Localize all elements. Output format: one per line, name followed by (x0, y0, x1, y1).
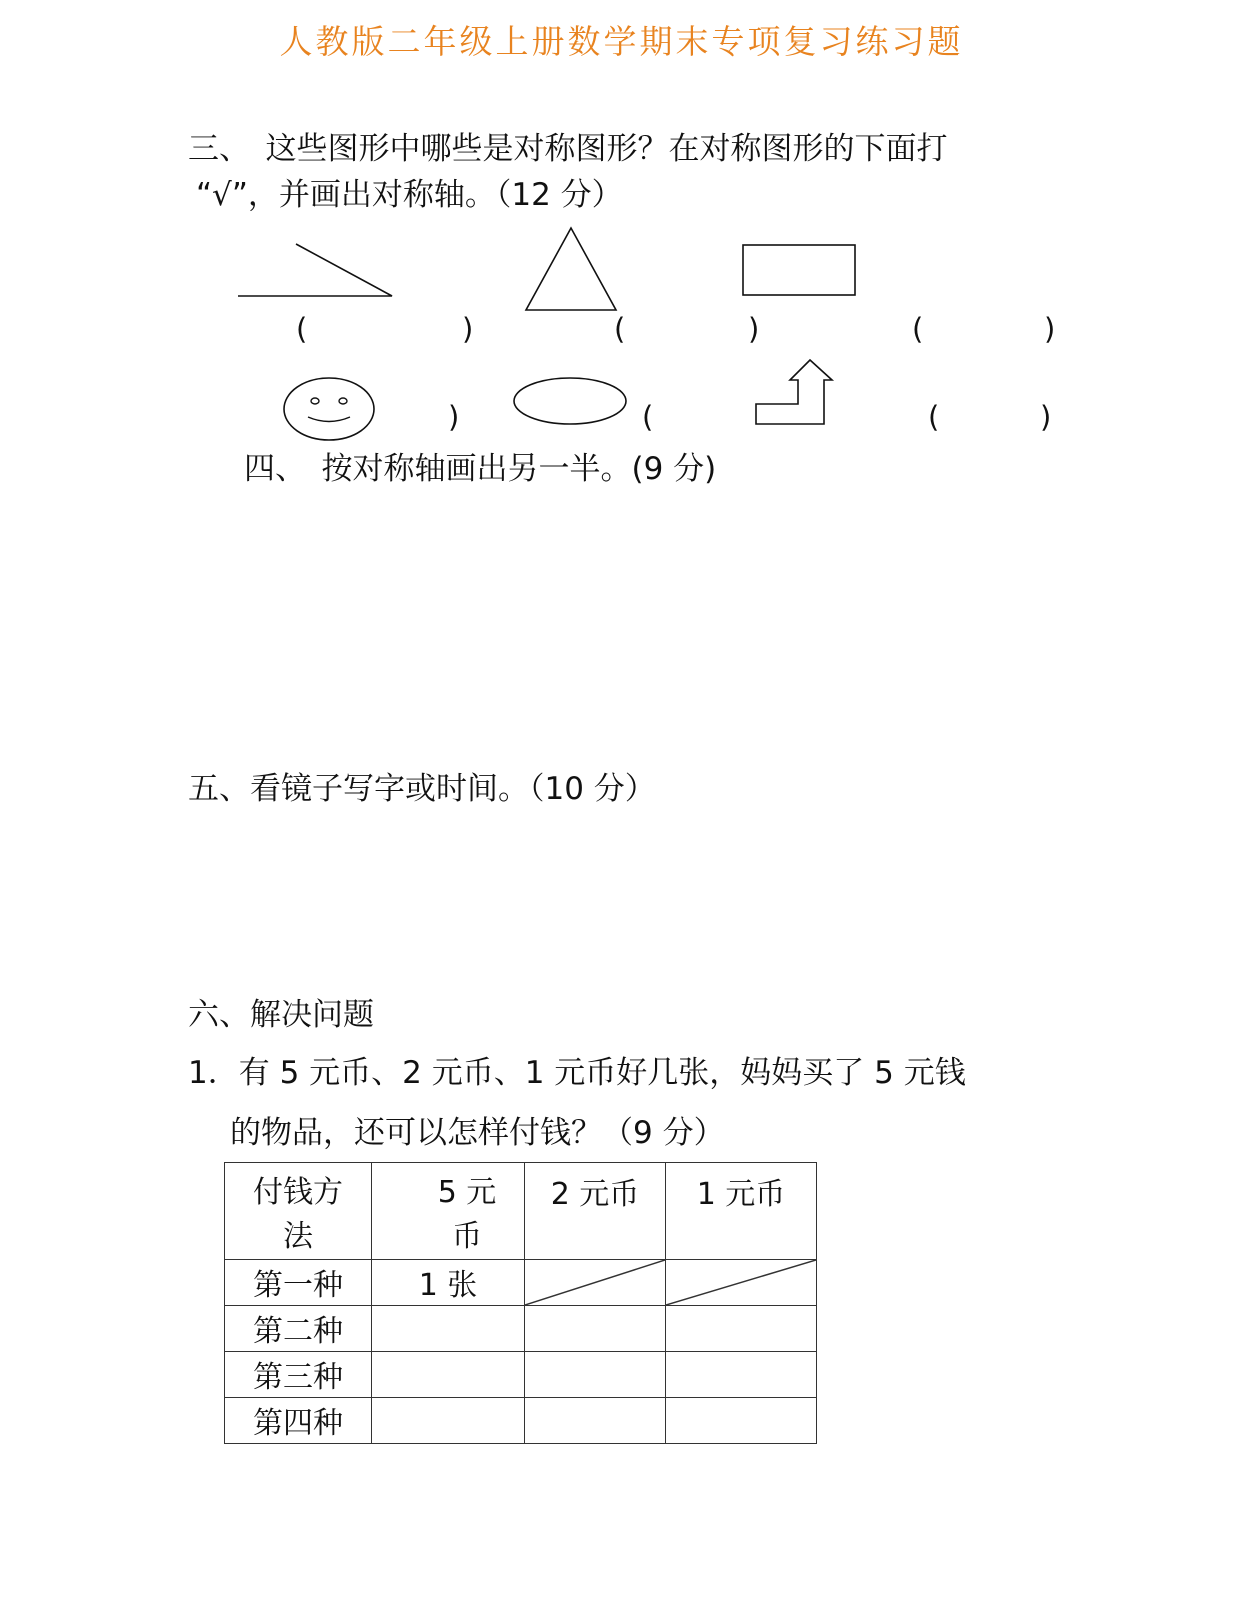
rectangle-shape (742, 244, 858, 298)
table-row (225, 1260, 817, 1306)
right-triangle-shape (236, 240, 396, 300)
ellipse-shape (512, 376, 630, 428)
header-1-yuan: 1 元币 (696, 1177, 786, 1212)
answer-paren-close-2: ) (748, 312, 760, 346)
row-4-two-yuan[interactable] (525, 1398, 666, 1444)
answer-paren-close-6: ) (1040, 400, 1052, 434)
row-1-five-yuan: 1 张 (418, 1268, 478, 1303)
row-label-2: 第二种 (253, 1314, 343, 1349)
smiley-face-shape (282, 376, 376, 442)
question1-line2: 的物品，还可以怎样付钱？（9 分） (230, 1115, 725, 1151)
row-label-1: 第一种 (253, 1268, 343, 1303)
header-5-yuan: 5 元币 (437, 1175, 497, 1254)
answer-paren-close-1: ) (462, 312, 474, 346)
answer-paren-open-1: ( (296, 312, 308, 346)
equilateral-triangle-shape (524, 226, 620, 314)
section3-title-line1: 三、 这些图形中哪些是对称图形？在对称图形的下面打 (188, 131, 948, 167)
row-1-two-yuan-crossed (525, 1260, 666, 1306)
row-2-two-yuan[interactable] (525, 1306, 666, 1352)
answer-paren-open-6: ( (928, 400, 940, 434)
question1-line1: 1．有 5 元币、2 元币、1 元币好几张，妈妈买了 5 元钱 (188, 1055, 966, 1091)
payment-methods-table (224, 1162, 817, 1444)
table-header-row (225, 1163, 817, 1260)
section3-title-line2: “√”，并画出对称轴。（12 分） (196, 177, 623, 213)
answer-paren-close-4: ) (448, 400, 460, 434)
section4-title: 四、 按对称轴画出另一半。(9 分) (244, 451, 717, 487)
header-2-yuan: 2 元币 (550, 1177, 640, 1212)
section5-title: 五、看镜子写字或时间。（10 分） (188, 771, 656, 807)
row-2-one-yuan[interactable] (666, 1306, 817, 1352)
table-row (225, 1398, 817, 1444)
answer-paren-open-5: ( (642, 400, 654, 434)
table-row (225, 1352, 817, 1398)
row-4-one-yuan[interactable] (666, 1398, 817, 1444)
answer-paren-open-2: ( (614, 312, 626, 346)
answer-paren-close-3: ) (1044, 312, 1056, 346)
row-1-one-yuan-crossed (666, 1260, 817, 1306)
header-method: 付钱方法 (253, 1175, 343, 1254)
row-label-3: 第三种 (253, 1360, 343, 1395)
arrow-shape (754, 358, 838, 430)
answer-paren-open-3: ( (912, 312, 924, 346)
table-row (225, 1306, 817, 1352)
page-header-title: 人教版二年级上册数学期末专项复习练习题 (279, 22, 964, 61)
row-label-4: 第四种 (253, 1406, 343, 1441)
section6-title: 六、解决问题 (188, 997, 374, 1033)
row-3-one-yuan[interactable] (666, 1352, 817, 1398)
row-3-two-yuan[interactable] (525, 1352, 666, 1398)
